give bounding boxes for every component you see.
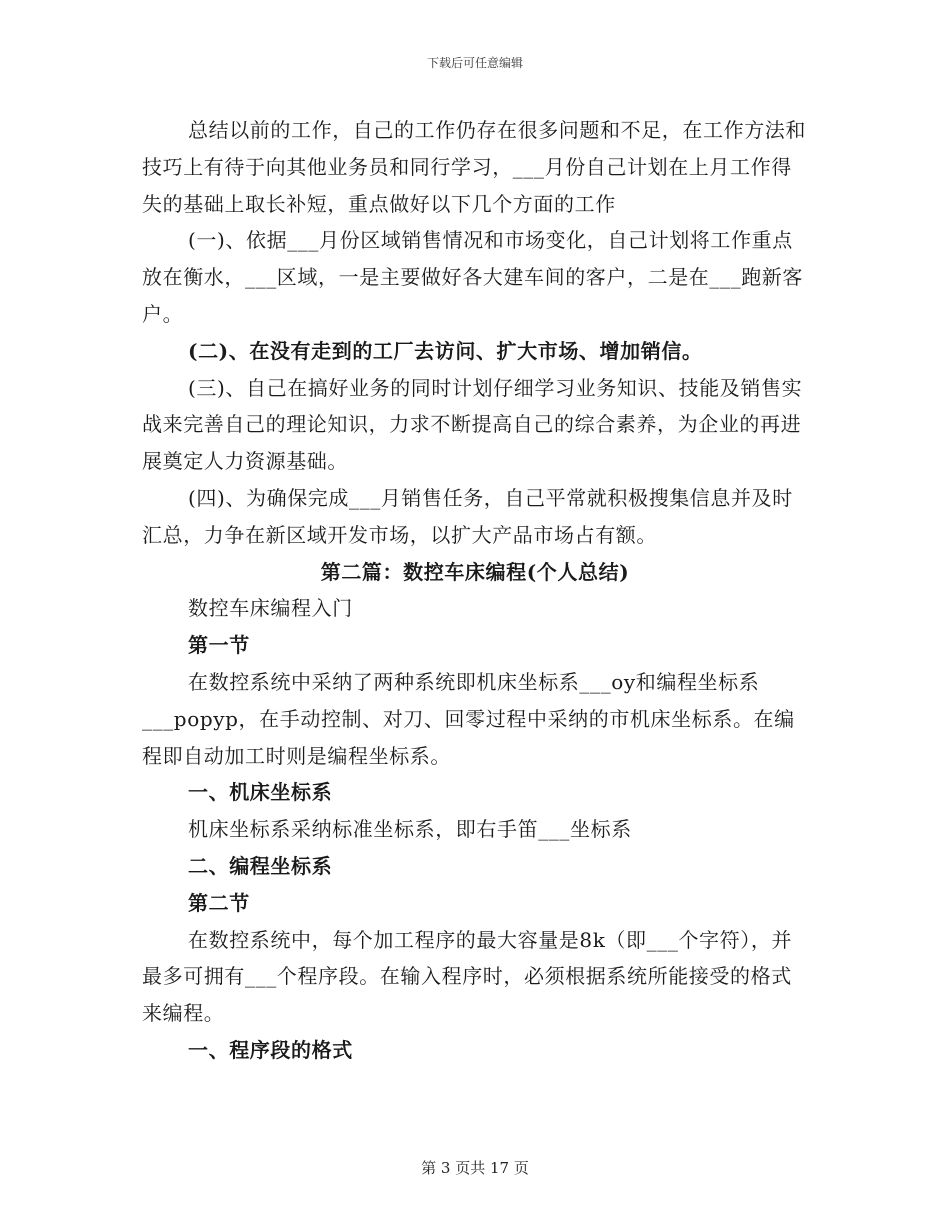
section-title: 第二篇：数控车床编程(个人总结) bbox=[320, 559, 630, 584]
heading-section-2: 第二节 bbox=[188, 890, 250, 915]
paragraph-plan-1: (一)、依据___月份区域销售情况和市场变化，自己计划将工作重点放在衡水，___区域，一是主要做好各大建车间的客户，二是在___跑新客户。 bbox=[142, 228, 803, 326]
heading-block-format: 一、程序段的格式 bbox=[188, 1037, 353, 1062]
heading-programming-coordinates: 二、编程坐标系 bbox=[188, 853, 333, 878]
paragraph-plan-2: (二)、在没有走到的工厂去访问、扩大市场、增加销信。 bbox=[188, 338, 703, 363]
paragraph-coordinate-systems: 在数控系统中采纳了两种系统即机床坐标系___oy和编程坐标系___popyp，在手动控制、对刀、回零过程中采纳的市机床坐标系。在编程即自动加工时则是编程坐标系。 bbox=[142, 669, 795, 768]
document-body bbox=[142, 112, 808, 1069]
paragraph-intro: 数控车床编程入门 bbox=[188, 596, 353, 621]
paragraph-summary: 总结以前的工作，自己的工作仍存在很多问题和不足，在工作方法和技巧上有待于向其他业务员和同行学习，___月份自己计划在上月工作得失的基础上取长补短，重点做好以下几个方面的工作 bbox=[142, 118, 806, 216]
page-footer: 第 3 页共 17 页 bbox=[421, 1159, 529, 1177]
page-header: 下载后可任意编辑 bbox=[426, 56, 523, 70]
paragraph-program-capacity: 在数控系统中，每个加工程序的最大容量是8k（即___个字符），并最多可拥有___个程序段。在输入程序时，必须根据系统所能接受的格式来编程。 bbox=[142, 927, 793, 1026]
heading-section-1: 第一节 bbox=[188, 633, 250, 658]
paragraph-plan-4: (四)、为确保完成___月销售任务，自己平常就积极搜集信息并及时汇总，力争在新区域开发市场，以扩大产品市场占有额。 bbox=[142, 485, 793, 547]
paragraph-machine-coordinates: 机床坐标系采纳标准坐标系，即右手笛___坐标系 bbox=[188, 817, 632, 842]
paragraph-plan-3: (三)、自己在搞好业务的同时计划仔细学习业务知识、技能及销售实战来完善自己的理论知识，力求不断提高自己的综合素养，为企业的再进展奠定人力资源基础。 bbox=[142, 375, 803, 474]
heading-machine-coordinates: 一、机床坐标系 bbox=[188, 780, 333, 805]
